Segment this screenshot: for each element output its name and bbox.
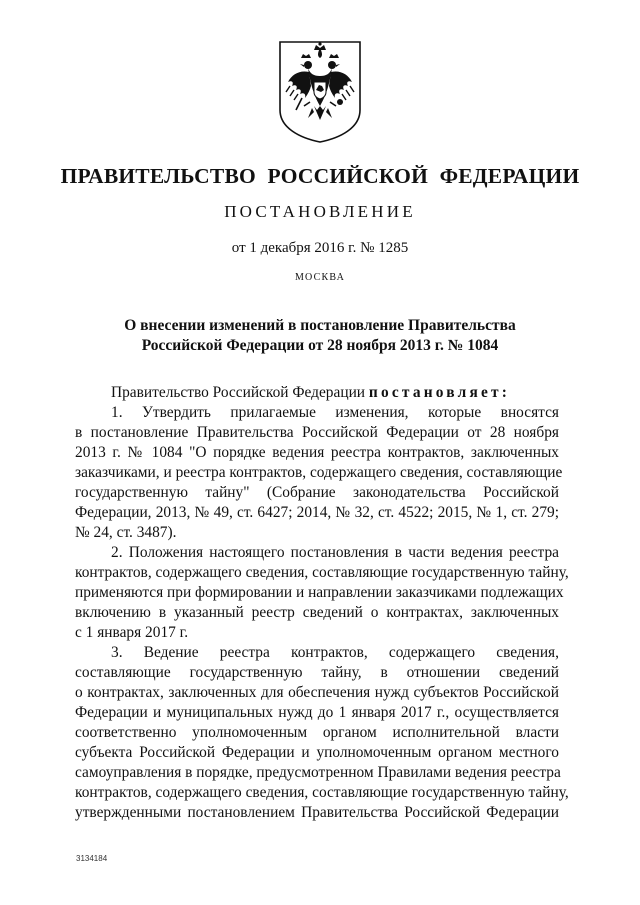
- preamble-verb: постановляет:: [368, 384, 511, 401]
- body-line: 2013 г. № 1084 "О порядке ведения реестра контрактов, заключенных: [75, 444, 559, 461]
- document-type: ПОСТАНОВЛЕНИЕ: [224, 202, 416, 221]
- body-line: субъекта Российской Федерации и уполномоченным органом местного: [75, 744, 559, 761]
- body-line: Федерации, 2013, № 49, ст. 6427; 2014, № 32, ст. 4522; 2015, № 1, ст. 279;: [75, 504, 559, 521]
- body-line: 2. Положения настоящего постановления в части ведения реестра: [111, 544, 559, 561]
- body-line: соответственно уполномоченным органом исполнительной власти: [75, 724, 559, 741]
- subject-line-2: Российской Федерации от 28 ноября 2013 г. № 1084: [141, 337, 499, 354]
- body-line: с 1 января 2017 г.: [75, 624, 189, 641]
- subject-line-1: О внесении изменений в постановление Правительства: [124, 317, 516, 334]
- body-line: самоуправления в порядке, предусмотренном Правилами ведения реестра: [75, 764, 561, 781]
- body-line: 3. Ведение реестра контрактов, содержащего сведения,: [111, 644, 559, 661]
- document-body: [75, 383, 569, 823]
- body-line: 1. Утвердить прилагаемые изменения, которые вносятся: [111, 404, 559, 421]
- body-line: контрактов, содержащего сведения, составляющие государственную тайну,: [75, 784, 569, 801]
- body-line: включению в указанный реестр сведений о контрактах, заключенных: [75, 604, 559, 621]
- body-line: применяются при формировании и направлении заказчиками подлежащих: [75, 584, 564, 601]
- body-line: составляющие государственную тайну, в отношении сведений: [75, 664, 559, 681]
- body-line: о контрактах, заключенных для обеспечения нужд субъектов Российской: [75, 684, 559, 701]
- body-line: утвержденными постановлением Правительства Российской Федерации: [75, 804, 559, 821]
- body-line: заказчиками, и реестра контрактов, содержащего сведения, составляющие: [75, 464, 563, 481]
- body-line: в постановление Правительства Российской Федерации от 28 ноября: [75, 424, 559, 441]
- document-subject: [80, 316, 560, 356]
- document-date-number: от 1 декабря 2016 г. № 1285: [231, 240, 409, 256]
- government-title: ПРАВИТЕЛЬСТВО РОССИЙСКОЙ ФЕДЕРАЦИИ: [60, 164, 580, 188]
- body-line: государственную тайну" (Собрание законодательства Российской: [75, 484, 559, 501]
- body-line: Федерации и муниципальных нужд до 1 января 2017 г., осуществляется: [75, 704, 559, 721]
- preamble: [75, 383, 559, 403]
- document-city: МОСКВА: [294, 272, 346, 283]
- russian-coat-of-arms-icon: [278, 40, 362, 144]
- preamble-text: Правительство Российской Федерации: [111, 384, 369, 401]
- body-line: контрактов, содержащего сведения, составляющие государственную тайну,: [75, 564, 569, 581]
- footer-code: 3134184: [76, 854, 108, 863]
- body-line: № 24, ст. 3487).: [75, 524, 177, 541]
- body-lines: [75, 403, 569, 823]
